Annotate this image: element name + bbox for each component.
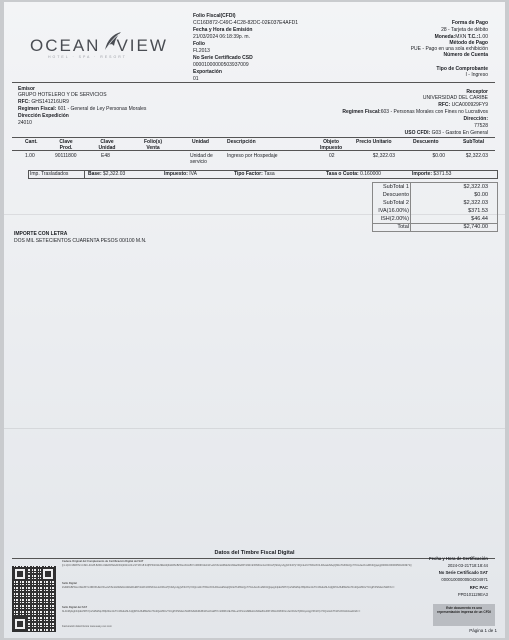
tax-base <box>88 171 125 177</box>
header-cant: Cant. <box>25 139 38 145</box>
header-unidad: Unidad <box>192 139 209 145</box>
logo-right-text: VIEW <box>116 36 168 55</box>
emisor-regimen <box>18 106 146 112</box>
fecha-value: 21/03/2024 06:18:39p. m. <box>193 34 250 40</box>
total-value-total: $2,740.00 <box>463 224 488 230</box>
emisor-rfc <box>18 99 69 105</box>
logo-left-text: OCEAN <box>30 36 101 55</box>
qr-finder-icon <box>13 567 27 581</box>
receptor-direccion-label: Dirección: <box>463 116 488 122</box>
tc-value: 1.00 <box>478 34 488 40</box>
timbre-top-line <box>12 558 495 559</box>
cadena-value: ||1.1|CC16D872-C49C-4C28-82DC-02E037E4AFD1|2024-03-21T18:18:44|PPD101129EA3|ZsRd6xBrWsxzbHd5Ym0R0KUEJrW+aVhSmiH9MebtrAWa2DuRPr1tWmFRNKGnJeO0UwTjhDAyxAjgVFfn07pY0QmH2nThWxiXOLRAswkNAqQbNoTkZWoQp77tULdevKxsMK4Qjqwg|00001000000504204971|| <box>62 564 412 567</box>
emisor-rfc-value: GHS141216UR9 <box>31 99 69 105</box>
cuenta-label: Número de Cuenta <box>443 52 488 58</box>
rfc-pac-value: PPD101129EA3 <box>457 592 488 597</box>
qr-code-icon <box>12 566 56 632</box>
footer-left: Facturación Electrónica www.easy-vsc.com <box>62 625 112 628</box>
tasa-value: 0.160000 <box>360 171 381 177</box>
importe-letra-label: IMPORTE CON LETRA <box>14 231 68 237</box>
table-top-line <box>12 137 495 138</box>
importe-label: Importe: <box>412 171 432 177</box>
cell-subtotal: $2,322.03 <box>465 153 488 159</box>
header-descripcion: Descripción <box>227 139 256 145</box>
metodo-value: PUE - Pago en una sola exhibición <box>410 46 488 52</box>
receptor-label: Receptor <box>466 89 488 95</box>
header-subtotal: SubTotal <box>463 139 485 145</box>
header-descuento: Descuento <box>413 139 439 145</box>
forma-pago-label: Forma de Pago <box>451 20 488 26</box>
tipo-factor-label: Tipo Factor: <box>234 171 263 177</box>
emisor-name: GRUPO HOTELERO Y DE SERVICIOS <box>18 92 107 98</box>
importe-letra-value: DOS MIL SETECIENTOS CUARENTA PESOS 00/100 M.N. <box>14 238 147 244</box>
table-header-line <box>12 150 495 151</box>
receptor-rfc-value: UCA000929FY9 <box>451 102 488 108</box>
base-value: $2,322.03 <box>103 171 126 177</box>
paper-fold <box>4 428 505 429</box>
cell-clave-prod: 90111800 <box>55 153 77 159</box>
emisor-regimen-value: 601 - General de Ley Personas Morales <box>57 106 147 112</box>
cell-cant: 1.00 <box>25 153 35 159</box>
importe-value: $371.53 <box>433 171 452 177</box>
cell-descuento: $0.00 <box>432 153 445 159</box>
header-clave-unidad: Clave Unidad <box>98 139 116 151</box>
cfdi-uuid: CC16D872-C49C-4C28-82DC-02E037E4AFD1 <box>193 20 299 26</box>
cadena-label: Cadena Original del Complemento de Certificación Digital del SAT <box>62 560 144 563</box>
tasa-label: Tasa o Cuota: <box>326 171 359 177</box>
serie-sat-value: 00001000000504204971 <box>441 577 488 582</box>
emisor-label: Emisor <box>18 86 35 92</box>
serie-label: No Serie Certificado CSD <box>193 55 253 61</box>
divider <box>12 82 495 83</box>
sello-sat-label: Sello Digital del SAT <box>62 606 88 609</box>
emisor-rfc-label: RFC: <box>18 99 30 105</box>
tax-importe <box>412 171 451 177</box>
cell-objeto-impuesto: 02 <box>329 153 335 159</box>
tipo-factor-value: Tasa <box>264 171 275 177</box>
receptor-regimen <box>342 109 488 115</box>
cell-clave-unidad: E48 <box>101 153 110 159</box>
fecha-label: Fecha y Hora de Emisión <box>193 27 253 33</box>
tax-separator <box>84 170 85 178</box>
rfc-pac-label: RFC PAC <box>469 585 488 590</box>
receptor-regimen-value: 603 - Personas Morales con Fines no Lucrativos <box>380 109 488 115</box>
total-label-descuento: Descuento <box>382 192 409 198</box>
total-value-subtotal2: $2,322.03 <box>463 200 488 206</box>
total-value-ish: $46.44 <box>471 216 488 222</box>
tipo-comprobante-label: Tipo de Comprobante <box>436 66 488 72</box>
total-label-subtotal2: SubTotal 2 <box>383 200 409 206</box>
logo-tagline: HOTEL · SPA · RESORT <box>48 55 127 59</box>
receptor-rfc <box>438 102 488 108</box>
impuesto-value: IVA <box>189 171 197 177</box>
moneda-value: MXN <box>455 34 467 40</box>
qr-finder-icon <box>13 617 27 631</box>
metodo-label: Método de Pago <box>449 40 488 46</box>
cfdi-representation-note: Este documento es una representación impresa de un CFDI <box>437 606 491 615</box>
cell-descripcion: Ingreso por Hospedaje <box>227 153 278 159</box>
uso-cfdi-label: USO CFDI: <box>404 130 431 136</box>
header-objeto-impuesto: Objeto Impuesto <box>320 139 343 151</box>
sello-digital-value: ZsRd6xBrWsxzbHd5Ym0R0KUEJrW+aVhSmiH9MebtrAWa2DuRPr1tWmFRNKGnJeO0UwTjhDAyxAjgVFfn07pY0QmH2nThWxiXOLRAswkNAqQbNoTkZWoQp77tULdevKxsMK4Qjqwg3JpEn5PhYpsS2MZtqJX8p9Gn3uTC4Xkdw6Lb1jQRVAJfH8bHNs7h12QeMDzvTzUgPrPkfHwvTeRFb== <box>62 586 395 589</box>
leaf-logo-icon <box>101 30 123 52</box>
header-clave-prod: Clave Prod. <box>59 139 73 151</box>
page-number: Página 1 de 1 <box>469 628 497 633</box>
receptor-rfc-label: RFC: <box>438 102 451 108</box>
exportacion-label: Exportación <box>193 69 222 75</box>
receptor-direccion-value: 77528 <box>474 123 488 129</box>
receptor-uso <box>405 130 488 136</box>
base-label: Base: <box>88 171 102 177</box>
receptor-regimen-label: Regimen Fiscal: <box>342 109 381 115</box>
sello-digital-label: Sello Digital <box>62 582 77 585</box>
qr-finder-icon <box>41 567 55 581</box>
total-label-subtotal1: SubTotal 1 <box>383 184 409 190</box>
fecha-cert-label: Fecha y Hora de Certificación <box>429 556 488 561</box>
receptor-name: UNIVERSIDAD DEL CARIBE <box>422 95 488 101</box>
emisor-regimen-label: Regimen Fiscal: <box>18 106 57 112</box>
emisor-direccion-label: Dirección Expedición <box>18 113 69 119</box>
total-value-descuento: $0.00 <box>474 192 488 198</box>
serie-sat-label: No Serie Certificado SAT <box>438 570 488 575</box>
imp-trasladados-label: Imp. Trasladados <box>30 171 69 177</box>
exportacion-value: 01 <box>193 76 199 82</box>
emisor-direccion-value: 24010 <box>18 120 32 126</box>
hotel-logo <box>30 36 168 56</box>
moneda-label: Moneda: <box>434 34 456 40</box>
tax-tasa <box>326 171 381 177</box>
tipo-comprobante-value: I - Ingreso <box>465 72 488 78</box>
cell-unidad: Unidad de servicio <box>190 153 213 165</box>
timbre-title: Datos del Timbre Fiscal Digital <box>214 550 295 556</box>
forma-pago-value: 28 - Tarjeta de débito <box>441 27 488 33</box>
folio-label: Folio <box>193 41 205 47</box>
sello-sat-value: bL0nMyEgh3JpEn5PhYpsS2MZtqJX8p9Gn3uTC4Xkdw6Lb1jQRVAJfH8bHNs7h12QeMDzvTzUgPrPkfHwvTeRFbZsRd6xBrWsxzbHd5Ym0R0KUEJrW+aVhSmiH9MebtrAWa2DuRPr1tWmFRNKGnJeO0UwTjhDAyxAjgVFfn07pY0QmH2nThWxiXOLRAswkNA== <box>62 610 361 613</box>
fecha-cert-value: 2024-03-21T18:18:44 <box>447 563 488 568</box>
serie-value: 00001000000503937009 <box>193 62 249 68</box>
header-precio-unitario: Precio Unitario <box>356 139 392 145</box>
total-value-subtotal1: $2,322.03 <box>463 184 488 190</box>
impuesto-label: Impuesto: <box>164 171 188 177</box>
uso-cfdi-value: G03 - Gastos En General <box>431 130 488 136</box>
tc-label: T.C.: <box>467 34 479 40</box>
header-folio-venta: Folio(s) Venta <box>143 139 163 151</box>
total-label-total: Total <box>397 224 409 230</box>
folio-value: FL2013 <box>193 48 210 54</box>
total-label-ish: ISH(2.00%) <box>380 216 409 222</box>
cell-precio-unitario: $2,322.03 <box>372 153 395 159</box>
tax-tipo-factor <box>234 171 275 177</box>
cfdi-label: Folio Fiscal(CFDI) <box>193 13 236 19</box>
total-label-iva: IVA(16.00%) <box>378 208 409 214</box>
tax-impuesto <box>164 171 197 177</box>
total-value-iva: $371.53 <box>468 208 488 214</box>
